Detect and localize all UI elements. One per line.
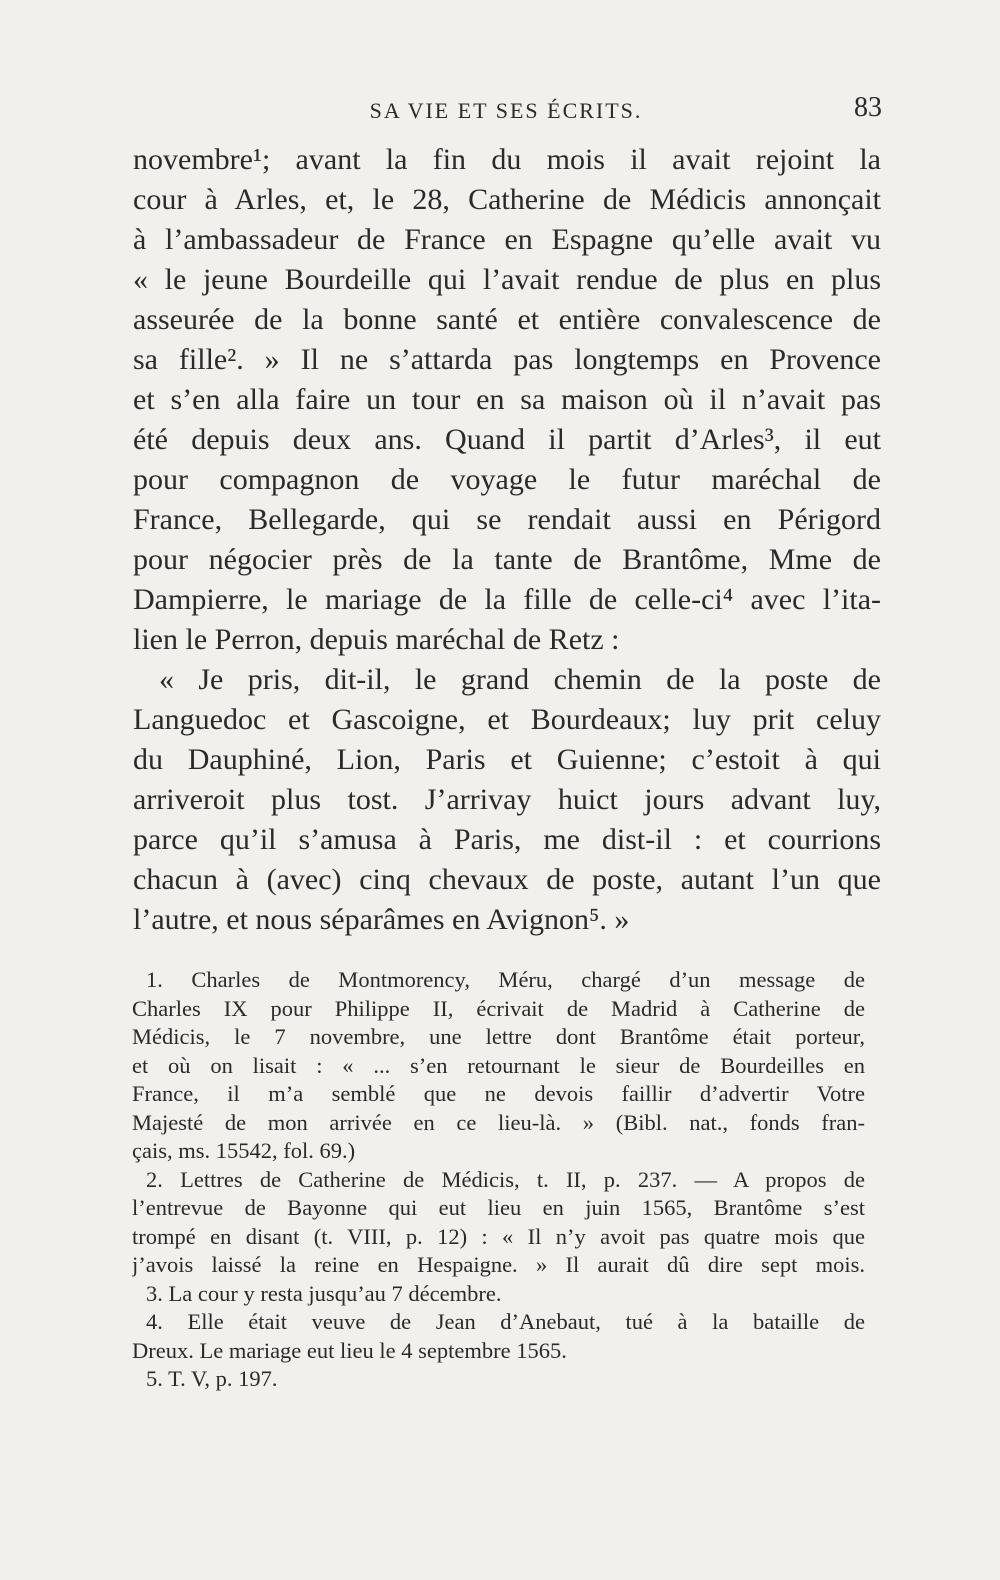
running-title: SA VIE ET SES ÉCRITS. [369,98,643,123]
body-line: Languedoc et Gascoigne, et Bourdeaux; luy prit celuy [133,703,881,736]
footnotes [132,966,865,1394]
footnote-line: Majesté de mon arrivée en ce lieu-là. » (Bibl. nat., fonds fran- [132,1109,865,1135]
footnote-line: 1. Charles de Montmorency, Méru, chargé d’un message de [146,967,865,992]
footnote-line: j’avois laissé la reine en Hespaigne. » Il aurait dû dire sept mois. [132,1252,865,1277]
footnote-line: 3. La cour y resta jusqu’au 7 décembre. [146,1280,502,1306]
body-line: sa fille². » Il ne s’attarda pas longtemps en Provence [133,343,881,376]
footnote-line: 2. Lettres de Catherine de Médicis, t. II, p. 237. — A propos de [146,1166,865,1192]
footnote-line: Médicis, le 7 novembre, une lettre dont Brantôme était porteur, [132,1024,865,1049]
body-line: lien le Perron, depuis maréchal de Retz : [133,623,620,656]
footnote-line: Dreux. Le mariage eut lieu le 4 septembre 1565. [132,1337,567,1363]
body-line: pour compagnon de voyage le futur maréchal de [133,463,881,496]
body-line: « le jeune Bourdeille qui l’avait rendue de plus en plus [133,263,881,296]
body-line: et s’en alla faire un tour en sa maison où il n’avait pas [133,383,881,416]
body-text [133,140,881,940]
footnote-line: l’entrevue de Bayonne qui eut lieu en juin 1565, Brantôme s’est [132,1195,865,1220]
body-line: parce qu’il s’amusa à Paris, me dist-il : et courrions [133,823,881,856]
footnote-line: 4. Elle était veuve de Jean d’Anebaut, tué à la bataille de [146,1309,865,1334]
footnote-line: çais, ms. 15542, fol. 69.) [132,1138,356,1163]
body-line: France, Bellegarde, qui se rendait aussi en Périgord [133,503,881,536]
body-line: cour à Arles, et, le 28, Catherine de Médicis annonçait [133,183,881,216]
body-line: asseurée de la bonne santé et entière convalescence de [133,303,881,336]
body-line: Dampierre, le mariage de la fille de celle-ci⁴ avec l’ita- [133,583,881,616]
footnote-line: 5. T. V, p. 197. [146,1366,278,1391]
body-line: novembre¹; avant la fin du mois il avait rejoint la [133,143,881,176]
footnote-line: France, il m’a semblé que ne devois faillir d’advertir Votre [132,1081,865,1106]
page-number: 83 [854,92,882,123]
body-line: arriveroit plus tost. J’arrivay huict jours advant luy, [133,783,881,816]
body-line: « Je pris, dit-il, le grand chemin de la poste de [159,663,881,696]
footnote-line: trompé en disant (t. VIII, p. 12) : « Il n’y avoit pas quatre mois que [132,1223,865,1249]
footnote-line: Charles IX pour Philippe II, écrivait de Madrid à Catherine de [132,995,865,1021]
body-line: du Dauphiné, Lion, Paris et Guienne; c’estoit à qui [133,743,881,776]
body-line: chacun à (avec) cinq chevaux de poste, autant l’un que [133,863,881,896]
body-line: pour négocier près de la tante de Brantôme, Mme de [133,543,881,576]
body-line: à l’ambassadeur de France en Espagne qu’elle avait vu [133,223,881,256]
body-line: l’autre, et nous séparâmes en Avignon⁵. » [133,903,630,936]
footnote-line: et où on lisait : « ... s’en retournant le sieur de Bourdeilles en [132,1052,865,1078]
body-line: été depuis deux ans. Quand il partit d’Arles³, il eut [133,423,881,456]
running-head [130,92,882,130]
